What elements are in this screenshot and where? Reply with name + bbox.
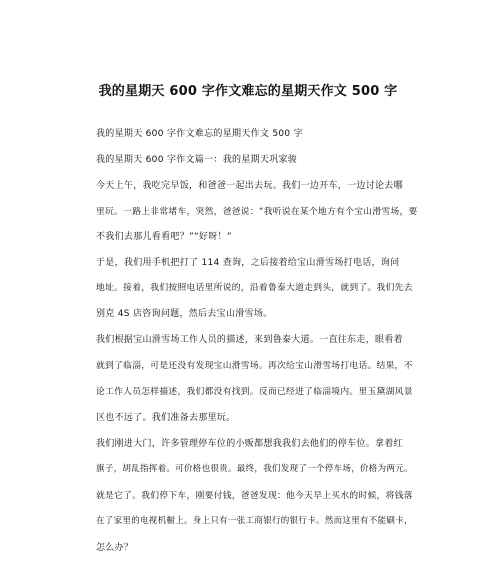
document-title: 我的星期天 600 字作文难忘的星期天作文 500 字 [98, 84, 398, 99]
paragraph-line: 里玩。一路上非常堵车，突然，爸爸说：“我听说在某个地方有个宝山滑雪场，要 [96, 207, 418, 217]
paragraph-line: 别克 4S 店咨询问题，然后去宝山滑雪场。 [96, 309, 273, 319]
paragraph-line: 就是它了。我们停下车，刚要付钱，爸爸发现：他今天早上买水的时候，将钱落 [96, 491, 413, 501]
paragraph-line: 论工作人员怎样描述，我们都没有找到。反而已经进了临淄境内。里玉黛湖风景 [96, 387, 413, 397]
section-heading: 我的星期天 600 字作文篇一：我的星期天巩家骏 [96, 155, 298, 165]
paragraph-line: 旗子，胡乱指挥着。可价格也很贵。最终，我们发现了一个停车场，价格为两元。 [96, 464, 413, 474]
paragraph-line: 就到了临淄，可是还没有发现宝山滑雪场。再次给宝山滑雪场打电话。结果，不 [96, 361, 413, 371]
paragraph-line: 于是，我们用手机把打了 114 查询，之后接着给宝山滑雪场打电话，询问 [96, 258, 400, 268]
paragraph-line: 我们根据宝山滑雪场工作人员的描述，来到鲁泰大道。一直往东走，眼看着 [96, 335, 403, 345]
subtitle-line: 我的星期天 600 字作文难忘的星期天作文 500 字 [96, 129, 303, 139]
paragraph-line: 地址。接着，我们按照电话里所说的，沿着鲁泰大道走到头，就到了。我们先去 [96, 283, 413, 293]
paragraph-line: 不我们去那儿看看吧？”“好呀！” [96, 232, 232, 242]
paragraph-line: 今天上午，我吃完早饭，和爸爸一起出去玩。我们一边开车，一边讨论去哪 [96, 181, 403, 191]
paragraph-line: 怎么办？ [96, 543, 134, 553]
paragraph-line: 我们刚进大门，许多管理停车位的小贩都想我我们去他们的停车位。拿着红 [96, 439, 403, 449]
paragraph-line: 在了家里的电视机橱上。身上只有一张工商银行的银行卡。然而这里有不能刷卡， [96, 516, 413, 526]
paragraph-line: 区也不远了。我们准备去那里玩。 [96, 413, 236, 423]
